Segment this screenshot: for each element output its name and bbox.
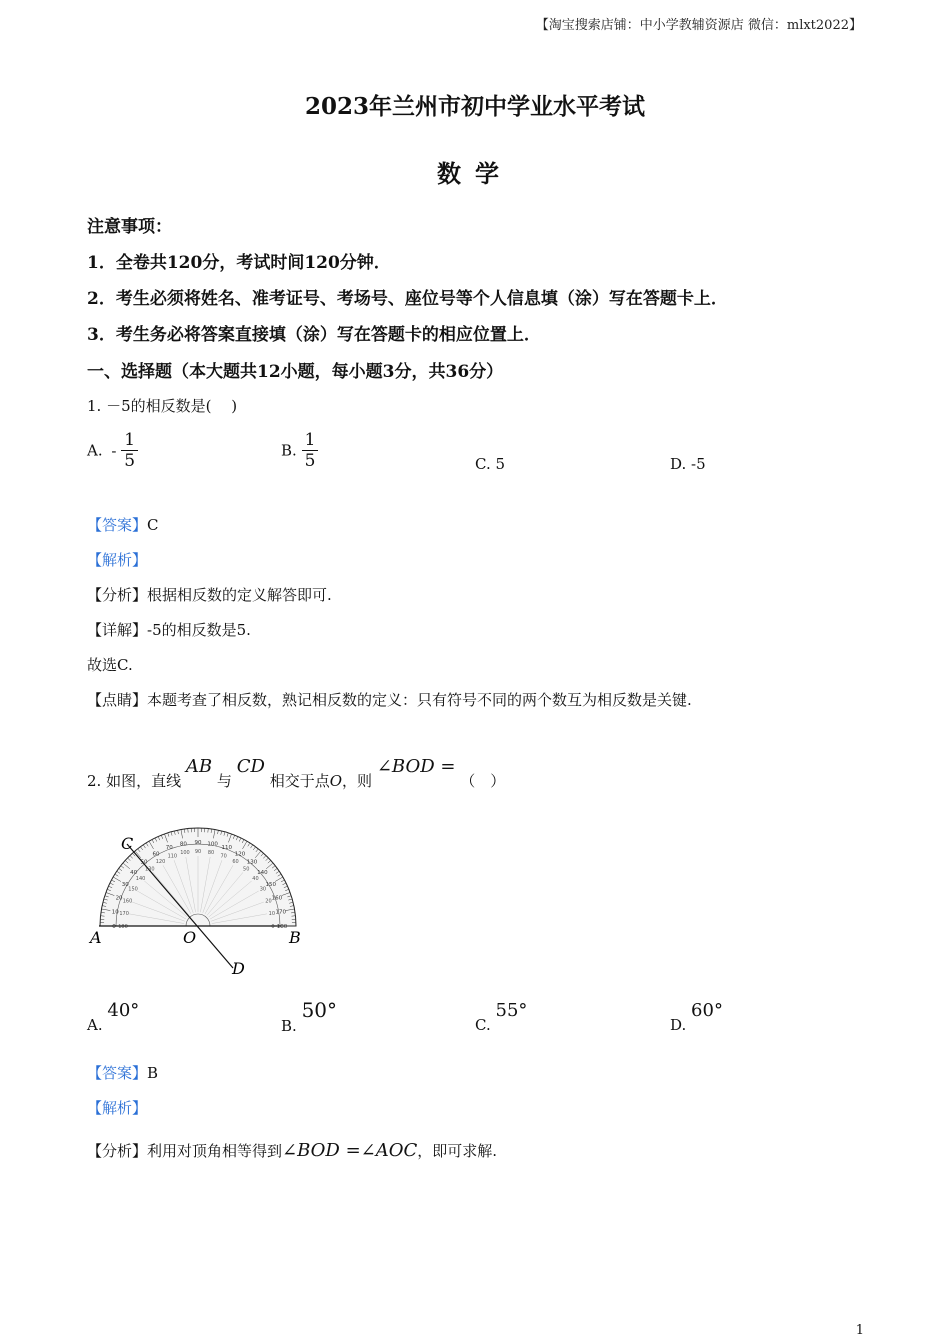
notice-item-2: 2．考生必须将姓名、准考证号、考场号、座位号等个人信息填（涂）写在答题卡上． bbox=[87, 289, 728, 309]
q1-answer: 【答案】C bbox=[87, 516, 159, 534]
notice-item-1: 1．全卷共120分，考试时间120分钟． bbox=[87, 253, 391, 273]
protractor-scale-label-inner: 120 bbox=[155, 859, 166, 866]
protractor-scale-label-inner: 50 bbox=[243, 866, 250, 873]
protractor-scale-label-inner: 30 bbox=[259, 886, 267, 893]
protractor-scale-label: 60 bbox=[152, 851, 160, 858]
protractor-scale-label: 160 bbox=[271, 895, 283, 902]
q2-option-a: A. 40° bbox=[87, 1000, 140, 1034]
q1-option-d: D. -5 bbox=[670, 455, 706, 473]
protractor-scale-label-inner: 100 bbox=[180, 850, 190, 857]
q2-protractor-figure bbox=[85, 820, 315, 985]
q1-option-c: C. 5 bbox=[475, 455, 506, 473]
protractor-scale-label: 50 bbox=[140, 859, 148, 866]
protractor-scale-label: 170 bbox=[275, 909, 286, 916]
protractor-scale-label: 80 bbox=[179, 841, 187, 848]
exam-subject: 数学 bbox=[437, 159, 513, 188]
protractor-scale-label-inner: 10 bbox=[268, 910, 276, 917]
protractor-scale-label-inner: 130 bbox=[145, 866, 155, 873]
page-number: 1 bbox=[855, 1323, 864, 1338]
label-a: A bbox=[90, 928, 102, 947]
q1-dianjing: 【点睛】本题考查了相反数，熟记相反数的定义：只有符号不同的两个数互为相反数是关键. bbox=[87, 691, 692, 709]
protractor-scale-label: 70 bbox=[165, 845, 173, 852]
q2-option-c: C. 55° bbox=[475, 1000, 528, 1034]
protractor-scale-label-inner: 170 bbox=[119, 910, 129, 917]
q1-xiangjie: 【详解】-5的相反数是5. bbox=[87, 621, 251, 639]
protractor-scale-label: 120 bbox=[234, 851, 246, 858]
q2-analysis-tag: 【解析】 bbox=[87, 1099, 148, 1117]
protractor-scale-label-inner: 20 bbox=[265, 898, 272, 905]
label-c: C bbox=[121, 834, 134, 853]
protractor-scale-label: 150 bbox=[265, 882, 276, 888]
protractor-scale-label-inner: 90 bbox=[194, 849, 202, 855]
label-b: B bbox=[289, 928, 301, 947]
label-o: O bbox=[183, 928, 197, 947]
q2-answer: 【答案】B bbox=[87, 1064, 159, 1082]
q1-option-b: B. $\frac{1}{5}$ bbox=[281, 430, 318, 471]
protractor-scale-label-inner: 150 bbox=[128, 886, 138, 893]
q1-fenxi: 【分析】根据相反数的定义解答即可. bbox=[87, 586, 332, 604]
protractor-scale-label: 20 bbox=[115, 895, 123, 902]
q1-stem: 1. －5的相反数是( ) bbox=[87, 397, 238, 415]
q2-option-b: B. 50° bbox=[281, 998, 338, 1035]
protractor-scale-label: 130 bbox=[246, 859, 258, 866]
label-d: D bbox=[232, 959, 245, 978]
q2-option-d: D. 60° bbox=[670, 1000, 723, 1034]
q2-stem: 2. 如图，直线 AB 与 CD 相交于点O，则 ∠BOD = （ ） bbox=[87, 756, 506, 790]
q1-fraction-b: $\frac{1}{5}$ bbox=[302, 430, 319, 471]
protractor-scale-label: 40 bbox=[130, 870, 138, 877]
protractor-scale-label-inner: 140 bbox=[135, 875, 146, 882]
protractor-scale-label: 0 bbox=[112, 924, 116, 930]
notice-item-3: 3．考生务必将答案直接填（涂）写在答题卡的相应位置上． bbox=[87, 325, 541, 345]
exam-title: 2023年兰州市初中学业水平考试 bbox=[304, 93, 645, 120]
header-note: 【淘宝搜索店铺：中小学教辅资源店 微信：mlxt2022】 bbox=[535, 18, 862, 33]
protractor-scale-label: 30 bbox=[121, 882, 129, 888]
protractor-scale-label: 180 bbox=[276, 924, 288, 930]
protractor-scale-label: 140 bbox=[257, 870, 268, 877]
protractor-scale-label-inner: 70 bbox=[220, 853, 227, 860]
q1-analysis-tag: 【解析】 bbox=[87, 551, 148, 569]
protractor-scale-label-inner: 40 bbox=[252, 875, 259, 882]
q1-option-a: A. - $\frac{1}{5}$ bbox=[87, 430, 138, 471]
protractor-scale-label-inner: 180 bbox=[118, 924, 128, 930]
protractor-scale-label-inner: 60 bbox=[232, 859, 239, 866]
section-heading: 一、选择题（本大题共12小题，每小题3分，共36分） bbox=[87, 362, 504, 382]
protractor-scale-label: 100 bbox=[207, 841, 218, 848]
q1-guxuan: 故选C. bbox=[87, 656, 133, 674]
protractor-scale-label-inner: 80 bbox=[207, 850, 215, 857]
protractor-scale-label: 90 bbox=[194, 840, 202, 846]
protractor-scale-label-inner: 160 bbox=[122, 898, 133, 905]
protractor-scale-label: 110 bbox=[221, 845, 232, 852]
q2-fenxi: 【分析】利用对顶角相等得到∠BOD =∠AOC，即可求解. bbox=[87, 1140, 498, 1161]
protractor-scale-label: 10 bbox=[111, 909, 119, 916]
protractor-scale-label-inner: 110 bbox=[167, 853, 178, 860]
q1-fraction-a: $\frac{1}{5}$ bbox=[121, 430, 138, 471]
protractor-scale-label-inner: 0 bbox=[271, 924, 275, 930]
notice-heading: 注意事项： bbox=[87, 217, 172, 237]
